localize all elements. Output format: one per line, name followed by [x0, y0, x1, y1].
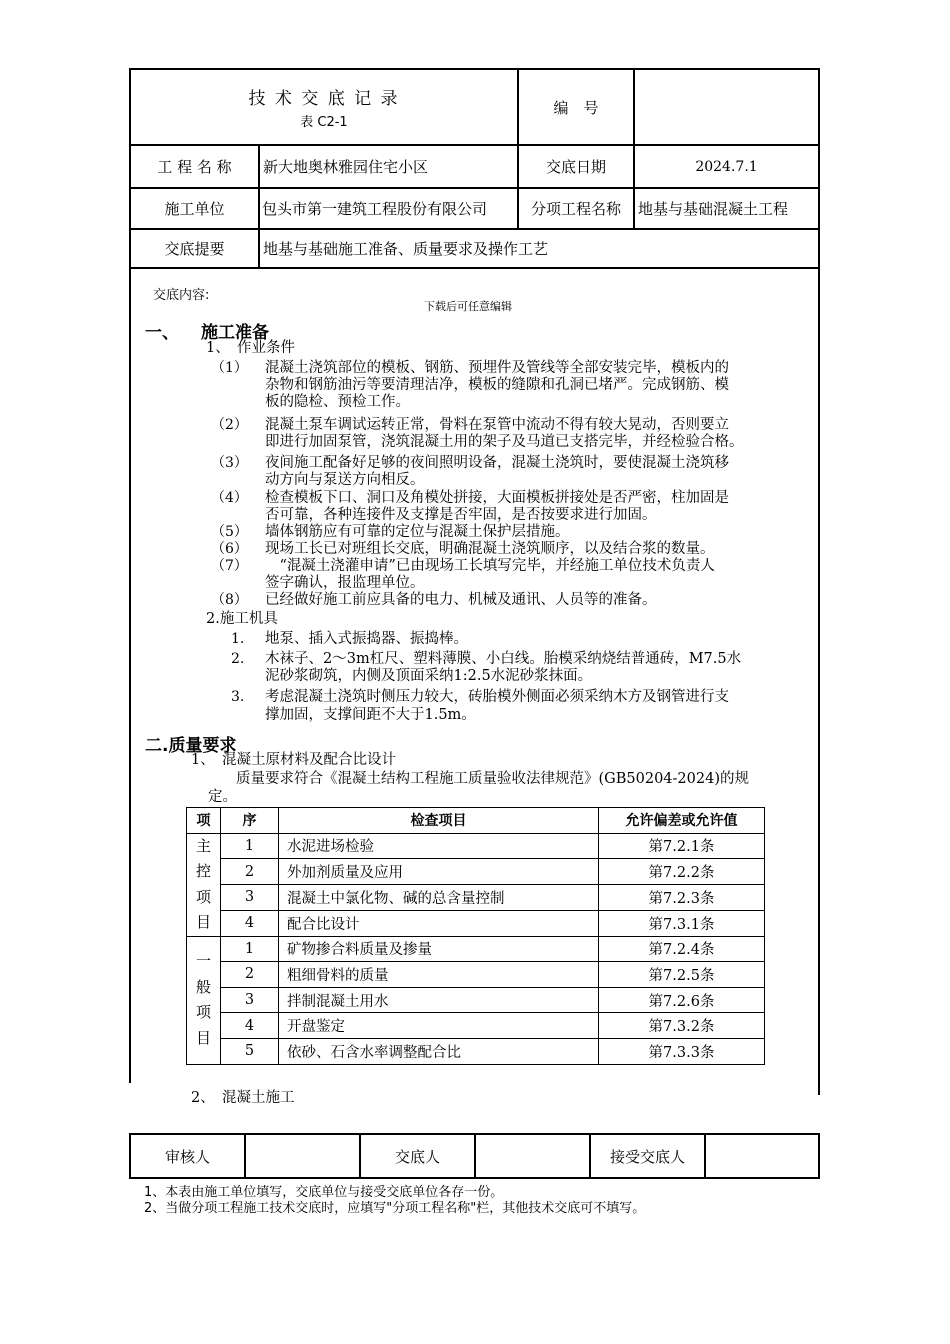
item-text: 墙体钢筋应有可靠的定位与混凝土保护层措施。: [265, 524, 570, 540]
item-number: （8）: [211, 592, 248, 608]
group-label-main-control: [187, 833, 221, 936]
table-cell: 第7.2.4条: [599, 936, 765, 962]
tool-number: 3.: [231, 689, 245, 705]
unit-value[interactable]: 包头市第一建筑工程股份有限公司: [262, 200, 488, 218]
table-border-right: [818, 68, 820, 1095]
item-text: 动方向与泵送方向相反。: [265, 472, 425, 488]
receiver-label: 接受交底人: [609, 1147, 685, 1166]
item-text: 已经做好施工前应具备的电力、机械及通讯、人员等的准备。: [265, 592, 657, 608]
table-header: 项: [187, 808, 221, 834]
table-row: [187, 833, 765, 859]
table-cell: 4: [221, 1013, 279, 1039]
table-row: [187, 987, 765, 1013]
table-cell: 矿物掺合料质量及掺量: [279, 936, 599, 962]
table-cell: 第7.2.1条: [599, 833, 765, 859]
item-text: 即进行加固泵管，浇筑混凝土用的架子及马道已支搭完毕，并经检验合格。: [265, 434, 744, 450]
reviewer-value[interactable]: [246, 1135, 359, 1177]
quality-requirement-text: 定。: [208, 789, 237, 805]
subsection-tools: 2.施工机具: [206, 611, 278, 627]
table-cell: 4: [221, 910, 279, 936]
table-cell: 第7.2.6条: [599, 987, 765, 1013]
group-label-char: 控: [195, 862, 211, 881]
table-row: [187, 885, 765, 911]
table-cell: 第7.2.2条: [599, 859, 765, 885]
item-number: （4）: [211, 490, 248, 506]
table-line: [258, 144, 260, 268]
table-row: [187, 1038, 765, 1064]
item-text: 签字确认，报监理单位。: [265, 575, 425, 591]
subsection-work-conditions: 1、 作业条件: [206, 340, 295, 356]
item-text: 板的隐检、预检工作。: [265, 394, 410, 410]
reviewer-label: 审核人: [164, 1147, 210, 1166]
section-2-title: 二.质量要求: [145, 736, 237, 756]
table-header: 允许偏差或允许值: [599, 808, 765, 834]
table-line: [129, 267, 820, 269]
item-text: 混凝土浇筑部位的模板、钢筋、预埋件及管线等全部安装完毕，模板内的: [265, 360, 729, 376]
table-cell: 3: [221, 885, 279, 911]
item-text: “混凝土浇灌申请”已由现场工长填写完毕，并经施工单位技术负责人: [265, 558, 715, 574]
item-number: （1）: [211, 360, 248, 376]
table-cell: 1: [221, 936, 279, 962]
discloser-label: 交底人: [394, 1147, 440, 1166]
unit-label: 施工单位: [164, 200, 225, 218]
item-number: （2）: [211, 417, 248, 433]
table-header: 序: [221, 808, 279, 834]
footnote: 2、当做分项工程施工技术交底时，应填写"分项工程名称"栏，其他技术交底可不填写。: [144, 1201, 646, 1216]
table-cell: 外加剂质量及应用: [279, 859, 599, 885]
table-cell: 5: [221, 1038, 279, 1064]
table-line: [818, 1133, 820, 1179]
item-text: 否可靠，各种连接件及支撑是否牢固，是否按要求进行加固。: [265, 507, 657, 523]
table-cell: 1: [221, 833, 279, 859]
tool-text: 撑加固，支撑间距不大于1.5m。: [265, 707, 476, 723]
item-text: 检查模板下口、洞口及角模处拼接，大面模板拼接处是否严密，柱加固是: [265, 490, 729, 506]
section-1-number: 一、: [145, 323, 179, 343]
subsection-materials: 1、 混凝土原材料及配合比设计: [191, 752, 396, 768]
table-cell: 开盘鉴定: [279, 1013, 599, 1039]
item-text: 杂物和钢筋油污等要清理洁净，模板的缝隙和孔洞已堵严。完成钢筋、模: [265, 377, 729, 393]
quality-requirement-text: 质量要求符合《混凝土结构工程施工质量验收法律规范》(GB50204-2024)的规: [236, 771, 749, 787]
content-label: 交底内容:: [153, 288, 210, 303]
table-cell: 2: [221, 859, 279, 885]
table-cell: 水泥进场检验: [279, 833, 599, 859]
group-label-char: 项: [195, 1003, 211, 1022]
table-cell: 粗细骨料的质量: [279, 962, 599, 988]
section-1-title: 施工准备: [201, 323, 269, 343]
project-label: 工 程 名 称: [157, 158, 232, 176]
table-row: [187, 859, 765, 885]
table-cell: 配合比设计: [279, 910, 599, 936]
table-cell: 第7.3.1条: [599, 910, 765, 936]
table-cell: 拌制混凝土用水: [279, 987, 599, 1013]
item-text: 现场工长已对班组长交底，明确混凝土浇筑顺序，以及结合浆的数量。: [265, 541, 715, 557]
group-label-char: 目: [195, 913, 211, 932]
header-title-cell: [131, 70, 517, 144]
summary-label: 交底提要: [164, 240, 225, 258]
tool-text: 地泵、插入式振捣器、振捣棒。: [265, 631, 468, 647]
quality-table: [186, 807, 765, 1065]
tool-text: 考虑混凝土浇筑时侧压力较大，砖胎模外侧面必须采纳木方及钢管进行支: [265, 689, 729, 705]
table-row: [187, 910, 765, 936]
table-cell: 3: [221, 987, 279, 1013]
item-text: 夜间施工配备好足够的夜间照明设备，混凝土浇筑时，要使混凝土浇筑移: [265, 455, 729, 471]
form-number: 表 C2-1: [300, 115, 348, 130]
footnote: 1、本表由施工单位填写，交底单位与接受交底单位各存一份。: [144, 1185, 504, 1200]
group-label-char: 主: [195, 836, 211, 855]
subproject-label: 分项工程名称: [530, 200, 621, 218]
group-label-char: 一: [195, 952, 211, 971]
project-value[interactable]: 新大地奥林雅园住宅小区: [263, 158, 429, 176]
table-cell: 依砂、石含水率调整配合比: [279, 1038, 599, 1064]
tool-number: 2.: [231, 651, 245, 667]
date-value[interactable]: 2024.7.1: [695, 158, 758, 175]
group-label-char: 项: [195, 887, 211, 906]
item-text: 混凝土泵车调试运转正常，骨料在泵管中流动不得有较大晃动，否则要立: [265, 417, 729, 433]
table-header: 检查项目: [279, 808, 599, 834]
group-label-char: 般: [195, 977, 211, 996]
table-cell: 第7.2.3条: [599, 885, 765, 911]
date-label: 交底日期: [545, 158, 606, 176]
receiver-value[interactable]: [706, 1135, 818, 1177]
item-number: （7）: [211, 558, 248, 574]
tool-number: 1.: [231, 631, 245, 647]
summary-value[interactable]: 地基与基础施工准备、质量要求及操作工艺: [263, 240, 549, 258]
table-cell: 第7.3.2条: [599, 1013, 765, 1039]
table-cell: 混凝土中氯化物、碱的总含量控制: [279, 885, 599, 911]
table-cell: 2: [221, 962, 279, 988]
tool-text: 泥砂浆砌筑，内侧及顶面采纳1:2.5水泥砂浆抹面。: [265, 668, 593, 684]
subproject-value[interactable]: 地基与基础混凝土工程: [638, 200, 789, 218]
table-row: [187, 962, 765, 988]
item-number: （3）: [211, 455, 248, 471]
table-row: [187, 1013, 765, 1039]
group-label-char: 目: [195, 1028, 211, 1047]
item-number: （6）: [211, 541, 248, 557]
discloser-value[interactable]: [476, 1135, 589, 1177]
number-value[interactable]: [635, 70, 818, 144]
table-header-row: [187, 808, 765, 834]
group-label-general: [187, 936, 221, 1064]
item-number: （5）: [211, 524, 248, 540]
number-label: 编 号: [553, 98, 599, 117]
table-row: [187, 936, 765, 962]
table-cell: 第7.2.5条: [599, 962, 765, 988]
document-title: 技 术 交 底 记 录: [248, 89, 400, 109]
tool-text: 木袜子、2～3m杠尺、塑料薄膜、小白线。胎模采纳烧结普通砖，M7.5水: [265, 651, 742, 667]
watermark-text: 下载后可任意编辑: [424, 300, 512, 313]
table-cell: 第7.3.3条: [599, 1038, 765, 1064]
subsection-concrete-construction: 2、 混凝土施工: [191, 1090, 295, 1106]
